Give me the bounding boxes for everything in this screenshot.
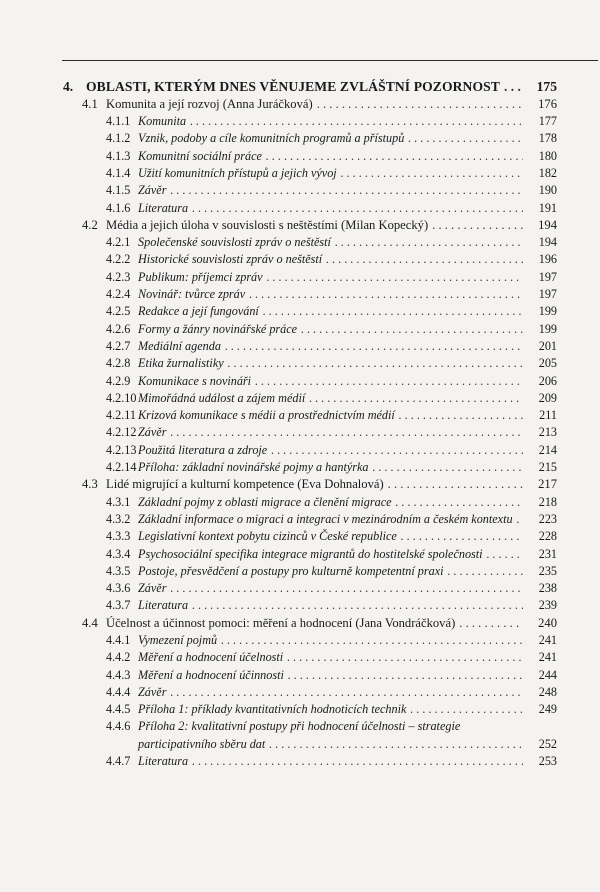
subsection-number: 4.4.3 [106, 667, 131, 682]
subsection-number: 4.1.3 [106, 148, 131, 163]
section-page: 240 [538, 615, 557, 630]
subsection-page: 206 [538, 373, 557, 388]
subsection-entry [0, 511, 600, 528]
section-page: 194 [538, 217, 557, 232]
subsection-page: 235 [538, 563, 557, 578]
header-rule [62, 60, 598, 61]
dot-leader [287, 649, 523, 666]
section-page: 217 [538, 477, 557, 492]
subsection-number: 4.1.4 [106, 165, 131, 180]
subsection-entry [0, 442, 600, 459]
subsection-entry [0, 667, 600, 684]
dot-leader [317, 96, 523, 113]
subsection-entry [0, 234, 600, 251]
dot-leader [269, 736, 523, 753]
subsection-page: 194 [538, 235, 557, 250]
subsection-entry [0, 649, 600, 666]
subsection-number: 4.1.2 [106, 131, 131, 146]
subsection-number: 4.1.1 [106, 114, 131, 129]
subsection-title: Vznik, podoby a cíle komunitních programů a přístupů [138, 131, 405, 146]
subsection-page: 197 [538, 269, 557, 284]
subsection-entry [0, 286, 600, 303]
subsection-number: 4.2.3 [106, 269, 131, 284]
subsection-number: 4.3.3 [106, 529, 131, 544]
subsection-title: Užití komunitních přístupů a jejich vývoj [138, 165, 337, 180]
dot-leader [228, 355, 523, 372]
subsection-entry [0, 597, 600, 614]
subsection-number: 4.4.5 [106, 702, 131, 717]
subsection-number: 4.3.6 [106, 581, 131, 596]
subsection-page: 201 [538, 338, 557, 353]
subsection-page: 180 [538, 148, 557, 163]
subsection-entry [0, 355, 600, 372]
section-page: 176 [538, 96, 557, 111]
subsection-entry [0, 546, 600, 563]
subsection-number: 4.4.2 [106, 650, 131, 665]
subsection-entry [0, 632, 600, 649]
dot-leader [396, 494, 523, 511]
section-title: Lidé migrující a kulturní kompetence (Eva Dohnalová) [106, 477, 384, 492]
subsection-number: 4.2.9 [106, 373, 131, 388]
subsection-entry [0, 373, 600, 390]
subsection-title: Mimořádná událost a zájem médií [138, 390, 306, 405]
section-entry [0, 217, 600, 234]
subsection-title: Příloha 1: příklady kvantitativních hodnoticích technik [138, 702, 407, 717]
subsection-number: 4.2.10 [106, 390, 137, 405]
chapter-number: 4. [63, 79, 74, 94]
subsection-page: 197 [538, 287, 557, 302]
dot-leader [255, 373, 523, 390]
section-number: 4.4 [82, 615, 98, 630]
section-title: Komunita a její rozvoj (Anna Juráčková) [106, 96, 313, 111]
dot-leader [170, 182, 523, 199]
subsection-title: Společenské souvislosti zpráv o neštěstí [138, 235, 331, 250]
subsection-number: 4.2.12 [106, 425, 137, 440]
subsection-page: 218 [538, 494, 557, 509]
dot-leader [190, 113, 523, 130]
subsection-number: 4.3.4 [106, 546, 131, 561]
subsection-title: Komunita [138, 114, 187, 129]
subsection-number: 4.4.4 [106, 684, 131, 699]
subsection-entry [0, 165, 600, 182]
section-entry [0, 96, 600, 113]
subsection-page: 238 [538, 581, 557, 596]
subsection-entry [0, 718, 600, 735]
subsection-title: Literatura [138, 200, 189, 215]
subsection-page: 211 [539, 408, 557, 423]
subsection-number: 4.3.2 [106, 511, 131, 526]
subsection-number: 4.3.7 [106, 598, 131, 613]
subsection-page: 199 [538, 304, 557, 319]
subsection-page: 177 [538, 114, 557, 129]
dot-leader [249, 286, 523, 303]
subsection-page: 196 [538, 252, 557, 267]
dot-leader [170, 684, 523, 701]
subsection-page: 249 [538, 702, 557, 717]
table-of-contents [0, 78, 600, 770]
subsection-entry [0, 494, 600, 511]
subsection-page: 231 [538, 546, 557, 561]
section-number: 4.2 [82, 217, 98, 232]
dot-leader [504, 78, 523, 95]
dot-leader [288, 667, 523, 684]
dot-leader [408, 130, 523, 147]
dot-leader [271, 442, 523, 459]
subsection-page: 241 [538, 650, 557, 665]
subsection-number: 4.2.1 [106, 235, 131, 250]
subsection-entry [0, 130, 600, 147]
dot-leader [170, 424, 523, 441]
subsection-entry [0, 424, 600, 441]
subsection-entry [0, 390, 600, 407]
subsection-title: Vymezení pojmů [138, 633, 218, 647]
subsection-page: 252 [538, 736, 557, 751]
dot-leader [301, 321, 523, 338]
dot-leader [192, 753, 523, 770]
subsection-title: Závěr [138, 183, 167, 198]
subsection-entry [0, 148, 600, 165]
subsection-number: 4.1.6 [106, 200, 131, 215]
subsection-title: Komunitní sociální práce [138, 148, 262, 163]
dot-leader [309, 390, 523, 407]
subsection-page: 228 [538, 529, 557, 544]
subsection-page: 182 [538, 165, 557, 180]
subsection-title: Závěr [138, 425, 167, 440]
subsection-entry [0, 580, 600, 597]
subsection-title: Měření a hodnocení účinnosti [138, 667, 284, 682]
subsection-title: Redakce a její fungování [138, 304, 259, 319]
subsection-title: Závěr [138, 581, 167, 596]
subsection-entry [0, 563, 600, 580]
dot-leader [335, 234, 523, 251]
subsection-title: Příloha 2: kvalitativní postupy při hodnocení účelnosti – strategie [138, 719, 461, 734]
subsection-title: Komunikace s novináři [138, 373, 252, 388]
subsection-page: 214 [538, 442, 557, 457]
subsection-number: 4.2.13 [106, 442, 137, 457]
dot-leader [192, 200, 523, 217]
subsection-number: 4.2.8 [106, 356, 131, 371]
dot-leader [221, 632, 523, 649]
subsection-title: Mediální agenda [138, 338, 221, 353]
subsection-number: 4.2.5 [106, 304, 131, 319]
subsection-title: Literatura [138, 754, 189, 769]
dot-leader [388, 476, 523, 493]
chapter-entry [0, 78, 600, 95]
subsection-number: 4.2.4 [106, 287, 131, 302]
subsection-title: Novinář: tvůrce zpráv [138, 287, 246, 302]
subsection-entry [0, 269, 600, 286]
subsection-entry [0, 701, 600, 718]
subsection-page: 213 [538, 425, 557, 440]
subsection-page: 199 [538, 321, 557, 336]
dot-leader [341, 165, 523, 182]
subsection-title: Historické souvislosti zpráv o neštěstí [138, 252, 323, 267]
subsection-entry [0, 459, 600, 476]
subsection-entry [0, 528, 600, 545]
dot-leader [432, 217, 523, 234]
chapter-title: OBLASTI, KTERÝM DNES VĚNUJEME ZVLÁŠTNÍ POZORNOST [86, 79, 500, 94]
dot-leader [266, 148, 523, 165]
subsection-page: 244 [538, 667, 557, 682]
subsection-page: 239 [538, 598, 557, 613]
subsection-title: Formy a žánry novinářské práce [138, 321, 298, 336]
subsection-entry [0, 753, 600, 770]
subsection-entry [0, 251, 600, 268]
subsection-number: 4.3.5 [106, 563, 131, 578]
subsection-title: Psychosociální specifika integrace migrantů do hostitelské společnosti [138, 546, 483, 561]
dot-leader [410, 701, 523, 718]
subsection-page: 190 [538, 183, 557, 198]
subsection-title-continuation: participativního sběru dat [138, 736, 266, 751]
subsection-entry [0, 113, 600, 130]
dot-leader [459, 615, 523, 632]
dot-leader [326, 251, 523, 268]
subsection-title: Literatura [138, 598, 189, 613]
subsection-title: Základní pojmy z oblasti migrace a členění migrace [138, 494, 392, 509]
dot-leader [192, 597, 523, 614]
subsection-page: 241 [538, 633, 557, 647]
subsection-page: 215 [538, 460, 557, 475]
subsection-entry [0, 303, 600, 320]
dot-leader [267, 269, 523, 286]
subsection-title: Příloha: základní novinářské pojmy a hantýrka [138, 460, 369, 475]
subsection-entry [0, 200, 600, 217]
section-number: 4.3 [82, 477, 98, 492]
subsection-title: Etika žurnalistiky [138, 356, 224, 371]
dot-leader [399, 407, 523, 424]
subsection-title: Publikum: příjemci zpráv [138, 269, 263, 284]
subsection-entry-continuation [0, 736, 600, 753]
subsection-number: 4.1.5 [106, 183, 131, 198]
subsection-title: Základní informace o migraci a integraci v mezinárodním a českém kontextu [138, 511, 513, 526]
subsection-title: Krizová komunikace s médii a prostřednictvím médií [138, 408, 395, 423]
subsection-number: 4.2.2 [106, 252, 131, 267]
subsection-entry [0, 321, 600, 338]
subsection-title: Postoje, přesvědčení a postupy pro kulturně kompetentní praxi [138, 563, 444, 578]
subsection-page: 191 [538, 200, 557, 215]
subsection-number: 4.2.14 [106, 460, 137, 475]
section-entry [0, 615, 600, 632]
subsection-page: 223 [538, 511, 557, 526]
section-title: Účelnost a účinnost pomoci: měření a hodnocení (Jana Vondráčková) [106, 615, 456, 630]
subsection-title: Závěr [138, 684, 167, 699]
subsection-number: 4.3.1 [106, 494, 131, 509]
section-number: 4.1 [82, 96, 98, 111]
dot-leader [373, 459, 523, 476]
dot-leader [487, 546, 523, 563]
dot-leader [517, 511, 523, 528]
dot-leader [401, 528, 523, 545]
dot-leader [448, 563, 523, 580]
subsection-entry [0, 338, 600, 355]
dot-leader [225, 338, 523, 355]
subsection-number: 4.2.7 [106, 338, 131, 353]
subsection-page: 253 [538, 754, 557, 769]
subsection-number: 4.2.11 [106, 408, 137, 423]
section-entry [0, 476, 600, 493]
dot-leader [170, 580, 523, 597]
subsection-entry [0, 684, 600, 701]
subsection-page: 178 [538, 131, 557, 146]
subsection-number: 4.4.6 [106, 719, 131, 734]
subsection-page: 248 [538, 684, 557, 699]
subsection-title: Legislativní kontext pobytu cizinců v České republice [138, 529, 397, 544]
subsection-number: 4.4.7 [106, 754, 131, 769]
subsection-entry [0, 182, 600, 199]
dot-leader [263, 303, 523, 320]
subsection-number: 4.4.1 [106, 633, 131, 647]
subsection-title: Použitá literatura a zdroje [138, 442, 268, 457]
chapter-page: 175 [536, 79, 557, 94]
subsection-entry [0, 407, 600, 424]
subsection-page: 209 [538, 390, 557, 405]
subsection-number: 4.2.6 [106, 321, 131, 336]
subsection-page: 205 [538, 356, 557, 371]
section-title: Média a jejich úloha v souvislosti s neštěstími (Milan Kopecký) [106, 217, 429, 232]
subsection-title: Měření a hodnocení účelnosti [138, 650, 284, 665]
